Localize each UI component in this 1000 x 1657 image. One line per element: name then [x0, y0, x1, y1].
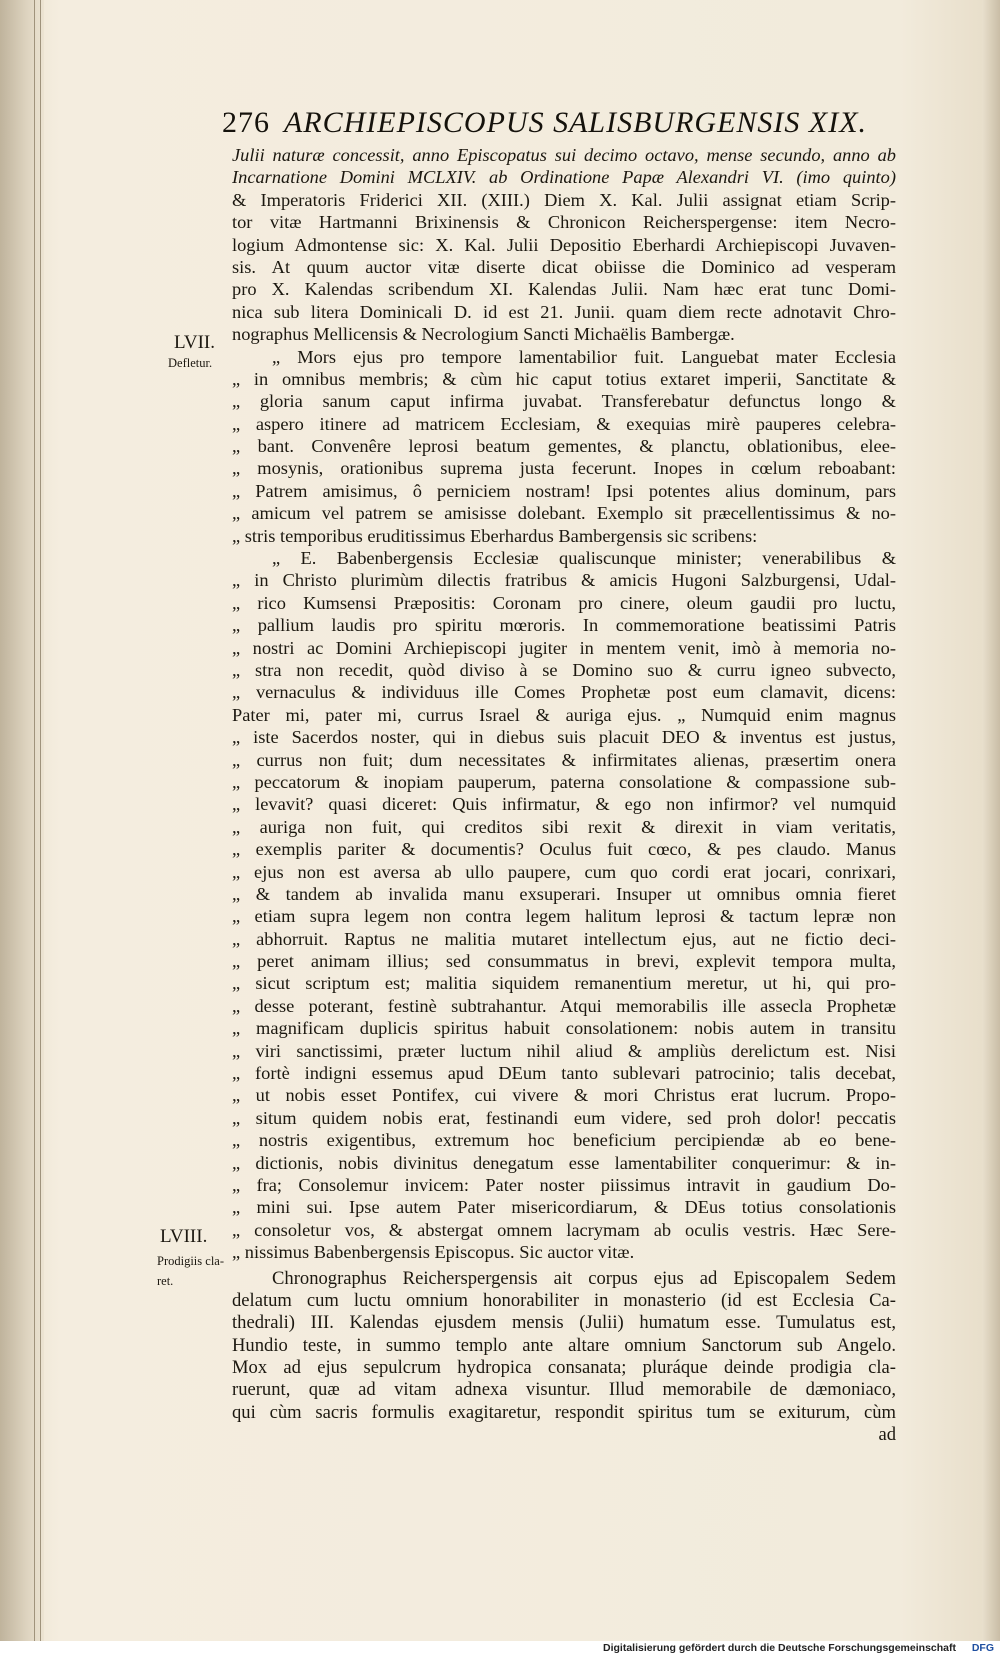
text-line: „ pallium laudis pro spiritu mœroris. In commemoratione beatissimi Patris [232, 615, 896, 636]
running-title: ARCHIEPISCOPUS SALISBURGENSIS XIX. [283, 106, 868, 139]
text-line: „ fortè indigni essemus apud DEum tanto sublevari patrocinio; talis decebat, [232, 1063, 896, 1084]
text-line: Julii naturæ concessit, anno Episcopatus sui decimo octavo, mense secundo, anno ab [232, 145, 896, 165]
dfg-logo: DFG [971, 1642, 994, 1654]
text-line: „ nostri ac Domini Archiepiscopi jugiter in mentem venit, imò à memoria no- [232, 637, 896, 658]
text-line: „ viri sanctissimi, præter luctum nihil aliud & ampliùs derelictum est. Nisi [232, 1040, 896, 1061]
text-line: „ mini sui. Ipse autem Pater misericordiarum, & DEus totius consolationis [232, 1197, 896, 1218]
text-line: „ nissimus Babenbergensis Episcopus. Sic auctor vitæ. [232, 1242, 635, 1263]
text-line: „ etiam supra legem non contra legem halitum leprosi & tactum lepræ non [232, 906, 896, 927]
text-line: „ nostris exigentibus, extremum hoc beneficium percipiendæ ab eo bene- [232, 1130, 896, 1151]
text-line: „ auriga non fuit, qui creditos sibi rexit & direxit in viam veritatis, [232, 816, 896, 837]
text-line: „ E. Babenbergensis Ecclesiæ qualiscunque minister; venerabilibus & [272, 548, 896, 569]
text-line: „ peret animam illius; sed consummatus in brevi, explevit tempora multa, [232, 951, 896, 972]
text-line: Incarnatione Domini MCLXIV. ab Ordinatione Papæ Alexandri VI. (imo quinto) [232, 167, 896, 188]
text-line: thedrali) III. Kalendas ejusdem mensis (Julii) humatum esse. Tumulatus est, [232, 1312, 896, 1334]
text-line: pro X. Kalendas scribendum XI. Kalendas Julii. Nam hæc erat tunc Domi- [232, 279, 896, 300]
text-line: „ dictionis, nobis divinitus denegatum esse lamentabiliter conquerimur: & in- [232, 1152, 896, 1173]
text-line: „ in Christo plurimùm dilectis fratribus & amicis Hugoni Salzburgensi, Udal- [232, 570, 896, 591]
text-line: „ Mors ejus pro tempore lamentabilior fuit. Languebat mater Ecclesia [272, 346, 896, 367]
text-line: „ iste Sacerdos noster, qui in diebus suis placuit DEO & inventus est justus, [232, 727, 896, 748]
text-line: „ aspero itinere ad matricem Ecclesiam, & exequias mirè pauperes celebra- [232, 413, 896, 434]
text-line: Hundio teste, in summo templo ante altare omnium Sanctorum sub Angelo. [232, 1334, 896, 1356]
running-header [222, 106, 902, 140]
text-line: „ vernaculus & individuus ille Comes Prophetæ post eum clamavit, dicens: [232, 682, 896, 703]
text-line: qui cùm sacris formulis exagitaretur, respondit spiritus tum se exiturum, cùm [232, 1401, 896, 1423]
gutter-rule [34, 0, 35, 1657]
book-gutter [0, 0, 44, 1657]
main-text [232, 144, 896, 1447]
text-line: „ sicut scriptum est; malitia siquidem remanentium meretur, ut hi, qui pro- [232, 973, 896, 994]
text-line: „ rico Kumsensi Præpositis: Coronam pro cinere, oleum gaudii pro luctu, [232, 592, 896, 613]
section-number-lviii: LVIII. [160, 1226, 208, 1247]
text-line: „ bant. Convenêre leprosi beatum gementes, & planctu, oblationibus, elee- [232, 436, 896, 457]
text-line: „ levavit? quasi diceret: Quis infirmatur, & ego non infirmor? vel numquid [232, 794, 896, 815]
text-line: tor vitæ Hartmanni Brixinensis & Chronicon Reicherspergense: item Necro- [232, 212, 896, 233]
text-line: nica sub litera Dominicali D. id est 21. Junii. quam diem recte adnotavit Chro- [232, 301, 896, 322]
text-line: ad [878, 1424, 896, 1446]
text-line: „ stris temporibus eruditissimus Eberhardus Bambergensis sic scribens: [232, 525, 758, 546]
text-line: „ situm quidem nobis erat, festinandi eum videre, sed proh dolor! peccatis [232, 1107, 896, 1128]
section-label-defletur: Defletur. [168, 356, 213, 370]
text-line: delatum cum luctu omnium honorabiliter in monasterio (id est Ecclesia Ca- [232, 1289, 896, 1311]
text-line: „ amicum vel patrem se amisisse dolebant. Exemplo sit præcellentissimus & no- [232, 503, 896, 524]
text-line: nographus Mellicensis & Necrologium Sancti Michaëlis Bambergæ. [232, 324, 735, 345]
text-line: „ fra; Consolemur invicem: Pater noster piissimus intravit in gaudium Do- [232, 1174, 896, 1195]
section-number-lvii: LVII. [174, 332, 215, 353]
text-line: & Imperatoris Friderici XII. (XIII.) Diem X. Kal. Julii assignat etiam Scrip- [232, 189, 896, 210]
text-line: „ magnificam duplicis spiritus habuit consolationem: nobis autem in transitu [232, 1018, 896, 1039]
text-line: Pater mi, pater mi, currus Israel & auriga ejus. „ Numquid enim magnus [232, 704, 896, 725]
text-line: „ currus non fuit; dum necessitates & infirmitates alienas, præsertim onera [232, 749, 896, 770]
text-line: „ & tandem ab invalida manu exsuperari. Insuper ut omnibus omnia fieret [232, 883, 896, 904]
text-line: „ mosynis, orationibus suprema justa fecerunt. Inopes in cœlum reboabant: [232, 458, 896, 479]
text-line: „ exemplis pariter & documentis? Oculus fuit cœco, & pes claudo. Manus [232, 839, 896, 860]
gutter-rule [40, 0, 41, 1657]
footer-credit: Digitalisierung gefördert durch die Deutsche Forschungsgemeinschaft [603, 1642, 956, 1654]
text-line: „ in omnibus membris; & cùm hic caput totius extaret imperii, Sanctitate & [232, 368, 896, 389]
text-line: „ abhorruit. Raptus ne malitia mutaret intellectum ejus, aut ne fictio deci- [232, 928, 896, 949]
text-line: „ ut nobis esset Pontifex, cui vivere & mori Christus erat lucrum. Propo- [232, 1085, 896, 1106]
text-line: „ Patrem amisimus, ô perniciem nostram! Ipsi potentes alius dominum, pars [232, 480, 896, 501]
section-label-prodigiis: Prodigiis cla- ret. [157, 1254, 225, 1288]
page-number: 276 [222, 106, 270, 139]
text-line: „ stra non recedit, quòd diviso à se Domino suo & curru igneo subvecto, [232, 659, 896, 680]
text-line: „ peccatorum & inopiam pauperum, paterna consolatione & compassione sub- [232, 771, 896, 792]
text-line: Mox ad ejus sepulcrum hydropica consanata; pluráque deinde prodigia cla- [232, 1357, 896, 1379]
text-line: „ gloria sanum caput infirma juvabat. Transferebatur defunctus longo & [232, 391, 896, 412]
text-line: sis. At quum auctor vitæ diserte dicat obiisse die Dominico ad vesperam [232, 256, 896, 277]
text-line: logium Admontense sic: X. Kal. Julii Depositio Eberhardi Archiepiscopi Juvaven- [232, 234, 896, 255]
text-line: „ consoletur vos, & abstergat omnem lacrymam ab oculis vestris. Hæc Sere- [232, 1219, 896, 1240]
text-line: „ desse poterant, festinè subtrahantur. Atqui memorabilis ille assecla Prophetæ [232, 995, 896, 1016]
text-line: ruerunt, quæ ad vitam adnexa visuntur. Illud memorabile de dæmoniaco, [232, 1379, 896, 1401]
page-edge [982, 0, 1000, 1657]
text-line: Chronographus Reicherspergensis ait corpus ejus ad Episcopalem Sedem [272, 1267, 896, 1289]
text-line: „ ejus non est aversa ab ullo paupere, cum quo cordi erat jocari, conrixari, [232, 861, 896, 882]
